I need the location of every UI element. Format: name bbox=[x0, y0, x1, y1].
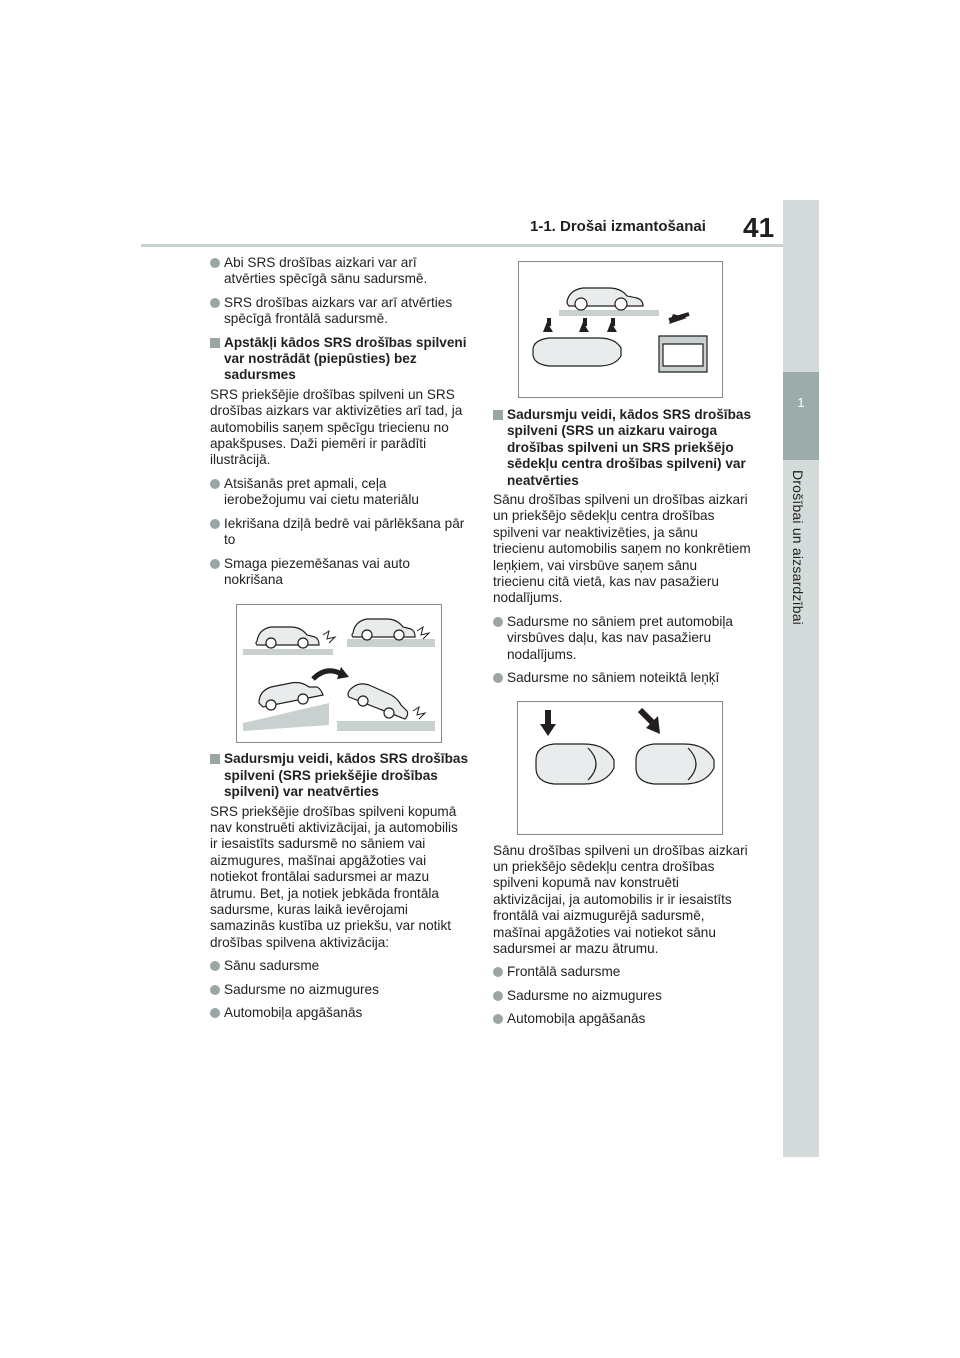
list-item: Atsišanās pret apmali, ceļa ierobežojumu vai cietu materiālu bbox=[210, 476, 468, 509]
bullet-icon bbox=[493, 1014, 503, 1024]
list-item: SRS drošības aizkars var arī atvērties spēcīgā frontālā sadursmē. bbox=[210, 295, 468, 328]
list-item: Sānu sadursme bbox=[210, 958, 468, 974]
list-item: Frontālā sadursme bbox=[493, 964, 751, 980]
bullet-icon bbox=[210, 1008, 220, 1018]
paragraph: SRS priekšējie drošības spilveni kopumā nav konstruēti aktivizācijai, ja automobilis ir iesaistīts sadursmē no sāniem vai aizmugures, mašīnai apgāžoties vai notiekot frontālai sadursmei ar mazu ātrumu. Bet, ja notiek jebkāda frontāla sadursme, kuras laikā ievērojami samazinās kustība uz priekšu, var notikt drošības spilvena aktivizācija: bbox=[210, 803, 458, 950]
bullet-icon bbox=[493, 673, 503, 683]
bullet-icon bbox=[210, 985, 220, 995]
square-bullet-icon bbox=[493, 410, 503, 420]
underbody-impact-illustration bbox=[236, 604, 442, 743]
section-heading: Sadursmju veidi, kādos SRS drošības spilveni (SRS priekšējie drošības spilveni) var neatvērties bbox=[210, 751, 468, 800]
bullet-icon bbox=[493, 991, 503, 1001]
list-item: Sadursme no aizmugures bbox=[493, 988, 751, 1004]
bullet-icon bbox=[210, 961, 220, 971]
paragraph: SRS priekšējie drošības spilveni un SRS drošības aizkars var aktivizēties arī tad, ja automobilis saņem spēcīgu triecienu no apakšpuses. Daži piemēri ir parādīti ilustrācijā. bbox=[210, 386, 463, 468]
list-item: Automobiļa apgāšanās bbox=[210, 1005, 468, 1021]
section-heading: Apstākļi kādos SRS drošības spilveni var nostrādāt (piepūsties) bez sadursmes bbox=[210, 335, 468, 384]
header-rule bbox=[141, 244, 784, 247]
square-bullet-icon bbox=[210, 338, 220, 348]
list-item: Abi SRS drošības aizkari var arī atvērties spēcīgā sānu sadursmē. bbox=[210, 255, 468, 288]
list-item: Iekrišana dziļā bedrē vai pārlēkšana pār to bbox=[210, 516, 468, 549]
section-heading: Sadursmju veidi, kādos SRS drošības spilveni (SRS un aizkaru vairoga drošības spilveni un SRS priekšējo sēdekļu centra drošības spilveni) var neatvērties bbox=[493, 407, 751, 489]
bullet-icon bbox=[493, 967, 503, 977]
left-column bbox=[210, 255, 468, 1028]
bullet-icon bbox=[210, 559, 220, 569]
section-title: 1-1. Drošai izmantošanai bbox=[530, 218, 706, 235]
right-column bbox=[493, 405, 751, 1035]
bullet-icon bbox=[493, 617, 503, 627]
list-item: Sadursme no sāniem noteiktā leņķī bbox=[493, 670, 751, 686]
side-tab-number: 1 bbox=[797, 395, 805, 410]
non-deployment-collision-illustration bbox=[518, 261, 723, 398]
list-item: Sadursme no sāniem pret automobiļa virsbūves daļu, kas nav pasažieru nodalījums. bbox=[493, 614, 751, 663]
paragraph: Sānu drošības spilveni un drošības aizkari un priekšējo sēdekļu centra drošības spilveni kopumā nav konstruēti aktivizācijai, ja automobilis ir ir iesaistīts frontālā vai aizmugurējā sadursmē, mašīnai apgāžoties vai notiekot sānu sadursmei ar mazu ātrumu. bbox=[493, 842, 748, 956]
page-number: 41 bbox=[743, 212, 775, 243]
side-tab-marker bbox=[783, 372, 819, 460]
bullet-icon bbox=[210, 519, 220, 529]
list-item: Sadursme no aizmugures bbox=[210, 982, 468, 998]
paragraph: Sānu drošības spilveni un drošības aizkari un priekšējo sēdekļu centra drošības spilveni var neaktivizēties, ja sānu triecienu automobilis saņem no konkrētiem leņķiem, vai virsbūve saņem sānu triecienu citā vietā, kas nav pasažieru nodalījums. bbox=[493, 492, 751, 606]
bullet-icon bbox=[210, 479, 220, 489]
square-bullet-icon bbox=[210, 754, 220, 764]
bullet-icon bbox=[210, 298, 220, 308]
list-item: Smaga piezemēšanas vai auto nokrišana bbox=[210, 556, 468, 589]
side-tab bbox=[783, 200, 819, 1157]
angled-side-impact-illustration bbox=[517, 701, 723, 835]
side-tab-label: Drošībai un aizsardzībai bbox=[790, 470, 806, 625]
bullet-icon bbox=[210, 258, 220, 268]
list-item: Automobiļa apgāšanās bbox=[493, 1011, 751, 1027]
